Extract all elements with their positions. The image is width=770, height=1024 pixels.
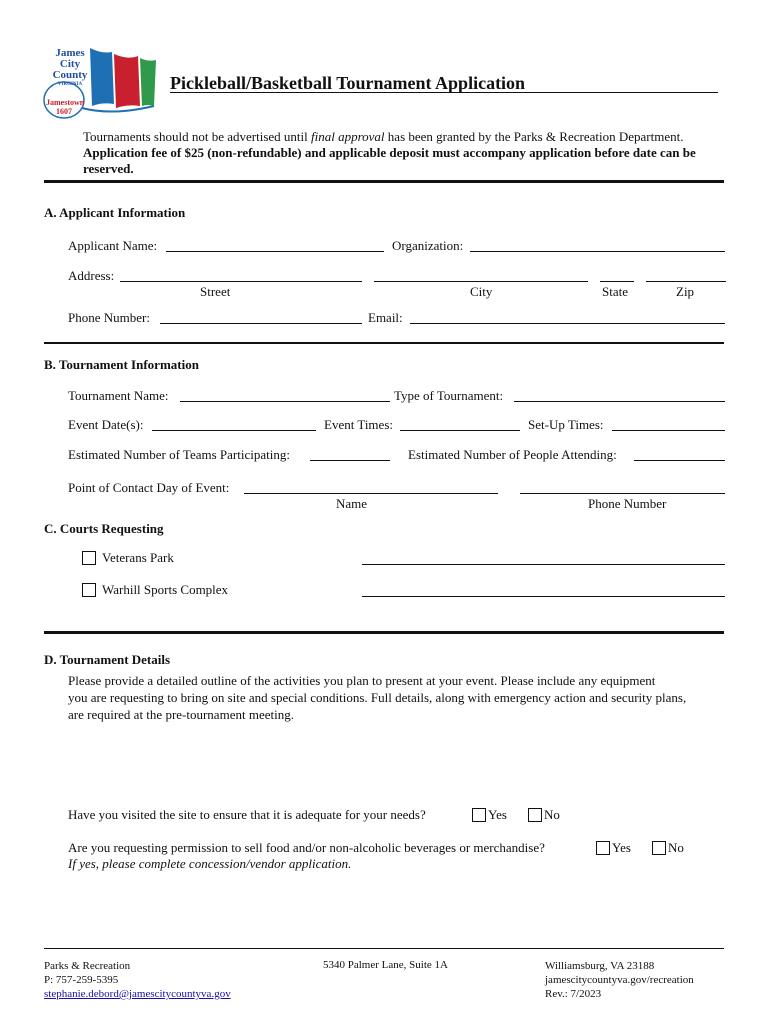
logo-line6: 1607 [56, 107, 72, 116]
applicant-name-field[interactable] [166, 251, 384, 252]
applicant-name-label: Applicant Name: [68, 238, 158, 253]
q2-no-checkbox[interactable] [652, 841, 666, 855]
title-underline [170, 92, 718, 93]
divider-2 [44, 342, 724, 344]
section-d-heading: D. Tournament Details [44, 652, 171, 667]
tournament-name-label: Tournament Name: [68, 388, 169, 403]
intro-bold-2: reserved. [83, 161, 134, 176]
q2-yes-checkbox[interactable] [596, 841, 610, 855]
contact-name-field[interactable] [244, 493, 498, 494]
q2-no-label: No [668, 840, 684, 855]
email-field[interactable] [410, 323, 725, 324]
logo-line3: County [52, 69, 88, 81]
warhill-label: Warhill Sports Complex [102, 582, 229, 597]
logo-line2: City [59, 58, 81, 70]
type-label: Type of Tournament: [394, 388, 504, 403]
warhill-field[interactable] [362, 596, 725, 597]
details-line-2: you are requesting to bring on site and special conditions. Full details, along with emergency action and security plans, [68, 690, 687, 705]
footer-phone: P: 757-259-5395 [44, 974, 119, 986]
phone-field[interactable] [160, 323, 362, 324]
warhill-checkbox[interactable] [82, 583, 96, 597]
intro-bold-1: Application fee of $25 (non-refundable) and applicable deposit must accompany application before date can be [83, 145, 696, 160]
footer-email-link[interactable]: stephanie.debord@jamescitycountyva.gov [44, 988, 231, 1000]
divider-3 [44, 631, 724, 634]
veterans-park-label: Veterans Park [102, 550, 174, 565]
address-label: Address: [68, 268, 115, 283]
county-logo [42, 44, 160, 124]
logo-line4: VIRGINIA [57, 82, 83, 87]
details-line-1: Please provide a detailed outline of the activities you plan to present at your event. Please include any equipment [68, 673, 656, 688]
footer-divider [44, 948, 724, 949]
intro-em: final approval [311, 129, 385, 144]
organization-label: Organization: [392, 238, 464, 253]
footer-right [545, 959, 694, 1001]
event-times-label: Event Times: [324, 417, 393, 432]
people-label: Estimated Number of People Attending: [408, 447, 617, 462]
teams-label: Estimated Number of Teams Participating: [68, 447, 290, 462]
veterans-park-field[interactable] [362, 564, 725, 565]
intro-text-b: has been granted by the Parks & Recreation Department. [384, 129, 684, 144]
q2-label: Are you requesting permission to sell food and/or non-alcoholic beverages or merchandise? [68, 840, 545, 855]
contact-phone-caption: Phone Number [588, 496, 667, 511]
city-caption: City [470, 284, 493, 299]
setup-times-label: Set-Up Times: [528, 417, 604, 432]
contact-label: Point of Contact Day of Event: [68, 480, 230, 495]
city-field[interactable] [374, 281, 588, 282]
event-times-field[interactable] [400, 430, 520, 431]
state-caption: State [602, 284, 628, 299]
footer-address: 5340 Palmer Lane, Suite 1A [323, 959, 448, 971]
zip-field[interactable] [646, 281, 726, 282]
street-field[interactable] [120, 281, 362, 282]
details-paragraph [68, 672, 738, 723]
footer-city: Williamsburg, VA 23188 [545, 960, 655, 972]
event-dates-label: Event Date(s): [68, 417, 144, 432]
q1-no-checkbox[interactable] [528, 808, 542, 822]
people-field[interactable] [634, 460, 725, 461]
q2-yes-label: Yes [612, 840, 631, 855]
q1-label: Have you visited the site to ensure that it is adequate for your needs? [68, 807, 426, 822]
tournament-name-field[interactable] [180, 401, 390, 402]
contact-name-caption: Name [336, 496, 368, 511]
intro [83, 129, 743, 177]
state-field[interactable] [600, 281, 634, 282]
section-a-heading: A. Applicant Information [44, 205, 186, 220]
footer-rev: Rev.: 7/2023 [545, 988, 602, 1000]
page-title: Pickleball/Basketball Tournament Application [170, 73, 526, 93]
q2-note: If yes, please complete concession/vendor application. [68, 856, 352, 871]
footer-web: jamescitycountyva.gov/recreation [545, 974, 694, 986]
intro-text-a: Tournaments should not be advertised until [83, 129, 311, 144]
phone-label: Phone Number: [68, 310, 150, 325]
contact-phone-field[interactable] [520, 493, 725, 494]
section-c-heading: C. Courts Requesting [44, 521, 164, 536]
q1-no-label: No [544, 807, 560, 822]
setup-times-field[interactable] [612, 430, 725, 431]
event-dates-field[interactable] [152, 430, 316, 431]
footer-left [44, 959, 231, 1001]
street-caption: Street [200, 284, 231, 299]
logo-line1: James [55, 47, 85, 59]
teams-field[interactable] [310, 460, 390, 461]
type-field[interactable] [514, 401, 725, 402]
organization-field[interactable] [470, 251, 725, 252]
email-label: Email: [368, 310, 403, 325]
footer-dept: Parks & Recreation [44, 960, 131, 972]
logo-line5: Jamestown [46, 98, 85, 107]
details-textarea[interactable] [68, 720, 728, 802]
q1-yes-label: Yes [488, 807, 507, 822]
q1-yes-checkbox[interactable] [472, 808, 486, 822]
zip-caption: Zip [676, 284, 695, 299]
details-line-3: are required at the pre-tournament meeting. [68, 707, 294, 722]
divider-1 [44, 180, 724, 183]
veterans-park-checkbox[interactable] [82, 551, 96, 565]
section-b-heading: B. Tournament Information [44, 357, 199, 372]
